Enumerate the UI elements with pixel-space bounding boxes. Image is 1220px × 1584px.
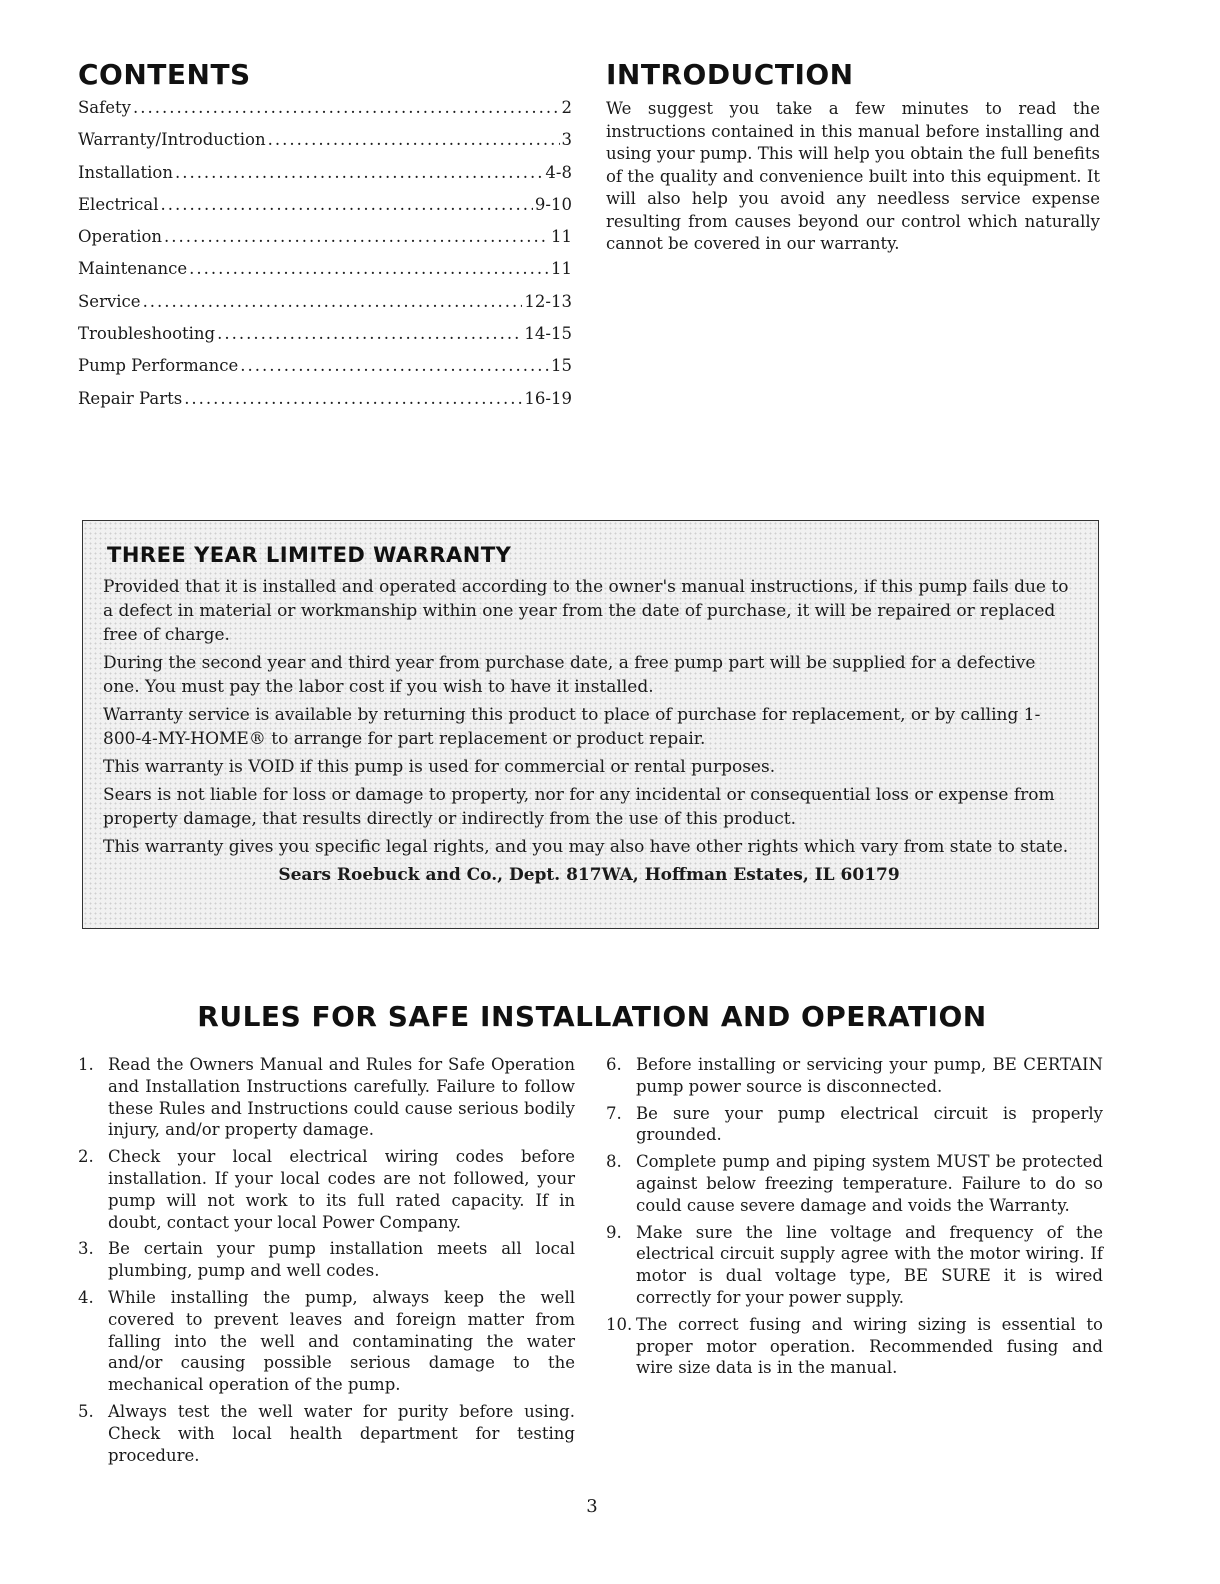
toc-leader-dots [189, 259, 549, 278]
rule-number: 10. [606, 1314, 633, 1334]
contents-section [78, 58, 572, 421]
rule-number: 3. [78, 1239, 94, 1259]
toc-row [78, 324, 572, 356]
warranty-title: THREE YEAR LIMITED WARRANTY [107, 543, 512, 567]
rule-item [78, 1146, 575, 1233]
page-number: 3 [586, 1496, 598, 1517]
warranty-paragraph: Sears is not liable for loss or damage to property, nor for any incidental or consequential loss or expense from property damage, that results directly or indirectly from the use of this product. [103, 785, 1055, 829]
rule-text: Be sure your pump electrical circuit is properly grounded. [636, 1103, 1103, 1145]
warranty-paragraph: This warranty is VOID if this pump is used for commercial or rental purposes. [103, 757, 776, 777]
toc-leader-dots [184, 389, 522, 408]
rules-list-left [78, 1054, 575, 1471]
rules-list-right [606, 1054, 1103, 1384]
rule-item [606, 1222, 1103, 1309]
rule-text: Be certain your pump installation meets all local plumbing, pump and well codes. [108, 1239, 575, 1281]
toc-row [78, 259, 572, 291]
toc-leader-dots [143, 292, 523, 311]
rule-number: 7. [606, 1103, 622, 1123]
toc-page: 14-15 [524, 324, 572, 344]
toc-row [78, 163, 572, 195]
rule-number: 6. [606, 1055, 622, 1074]
toc-row [78, 389, 572, 421]
warranty-body [103, 575, 1075, 891]
toc-label: Electrical [78, 194, 159, 214]
warranty-paragraph: Warranty service is available by returning this product to place of purchase for replacement, or by calling 1-800-4-MY-HOME® to arrange for part replacement or product repair. [103, 705, 1041, 749]
rule-number: 4. [78, 1287, 94, 1307]
warranty-paragraph: During the second year and third year from purchase date, a free pump part will be supplied for a defective one. You must pay the labor cost if you wish to have it installed. [103, 653, 1036, 697]
toc-leader-dots [268, 130, 560, 149]
rule-item [78, 1054, 575, 1141]
rule-text: While installing the pump, always keep the well covered to prevent leaves and foreign matter from falling into the well and contaminating the water and/or causing possible serious damage to the mechanical operation of the pump. [108, 1287, 575, 1395]
toc-list [78, 98, 572, 421]
toc-label: Installation [78, 162, 173, 182]
toc-label: Service [78, 291, 141, 311]
rule-number: 2. [78, 1147, 94, 1167]
rule-item [78, 1287, 575, 1396]
toc-leader-dots [240, 356, 549, 375]
toc-label: Pump Performance [78, 356, 239, 376]
toc-label: Safety [78, 98, 131, 117]
toc-leader-dots [217, 324, 522, 343]
toc-label: Operation [78, 227, 163, 247]
toc-row [78, 227, 572, 259]
rule-item [606, 1151, 1103, 1216]
warranty-box [82, 520, 1099, 929]
toc-page: 16-19 [524, 388, 572, 408]
rule-text: Check your local electrical wiring codes before installation. If your local codes are not followed, your pump will not work to its full rated capacity. If in doubt, contact your local Power Company. [108, 1147, 575, 1232]
toc-page: 3 [561, 130, 572, 150]
rule-item [78, 1401, 575, 1466]
toc-row [78, 98, 572, 130]
toc-leader-dots [160, 195, 532, 214]
warranty-paragraph: This warranty gives you specific legal rights, and you may also have other rights which vary from state to state. [103, 837, 1069, 857]
warranty-address: Sears Roebuck and Co., Dept. 817WA, Hoffman Estates, IL 60179 [278, 865, 900, 885]
rules-title: RULES FOR SAFE INSTALLATION AND OPERATION [197, 1000, 987, 1033]
rule-text: Before installing or servicing your pump, BE CERTAIN pump power source is disconnected. [636, 1055, 1103, 1096]
toc-label: Repair Parts [78, 388, 183, 408]
toc-page: 15 [551, 356, 572, 376]
rule-text: The correct fusing and wiring sizing is essential to proper motor operation. Recommended fusing and wire size data is in the manual. [636, 1314, 1103, 1378]
contents-title: CONTENTS [78, 58, 251, 91]
toc-label: Troubleshooting [78, 324, 216, 344]
toc-page: 4-8 [545, 162, 572, 182]
toc-row [78, 130, 572, 162]
warranty-paragraph: Provided that it is installed and operated according to the owner's manual instructions, if this pump fails due to a defect in material or workmanship within one year from the date of purchase, it will be repaired or replaced free of charge. [103, 577, 1069, 645]
toc-page: 11 [551, 227, 572, 247]
rule-number: 5. [78, 1401, 94, 1421]
rule-item [606, 1314, 1103, 1379]
rule-number: 1. [78, 1055, 94, 1074]
rule-item [78, 1238, 575, 1282]
rule-text: Always test the well water for purity before using. Check with local health department for testing procedure. [108, 1401, 575, 1465]
introduction-title: INTRODUCTION [606, 58, 854, 91]
toc-row [78, 195, 572, 227]
toc-leader-dots [133, 98, 560, 117]
rule-text: Read the Owners Manual and Rules for Safe Operation and Installation Instructions carefully. Failure to follow these Rules and Instructions could cause serious bodily injury, and/or property damage. [108, 1055, 575, 1140]
toc-label: Warranty/Introduction [78, 130, 266, 150]
toc-page: 2 [561, 98, 572, 117]
toc-page: 9-10 [534, 194, 572, 214]
rule-item [606, 1103, 1103, 1147]
toc-leader-dots [164, 227, 549, 246]
toc-page: 11 [551, 259, 572, 279]
toc-row [78, 356, 572, 388]
toc-label: Maintenance [78, 259, 188, 279]
introduction-text: We suggest you take a few minutes to read the instructions contained in this manual before installing and using your pump. This will help you obtain the full benefits of the quality and convenience built into this equipment. It will also help you avoid any needless service expense resulting from causes beyond our control which naturally cannot be covered in our warranty. [606, 99, 1100, 253]
introduction-section [606, 58, 1100, 256]
rule-item [606, 1054, 1103, 1098]
rule-number: 9. [606, 1222, 622, 1242]
toc-page: 12-13 [524, 291, 572, 311]
toc-leader-dots [175, 163, 543, 182]
rule-text: Make sure the line voltage and frequency of the electrical circuit supply agree with the motor wiring. If motor is dual voltage type, BE SURE it is wired correctly for your power supply. [636, 1222, 1103, 1307]
toc-row [78, 292, 572, 324]
rule-number: 8. [606, 1152, 622, 1172]
rule-text: Complete pump and piping system MUST be protected against below freezing temperature. Failure to do so could cause severe damage and voids the Warranty. [636, 1152, 1103, 1215]
